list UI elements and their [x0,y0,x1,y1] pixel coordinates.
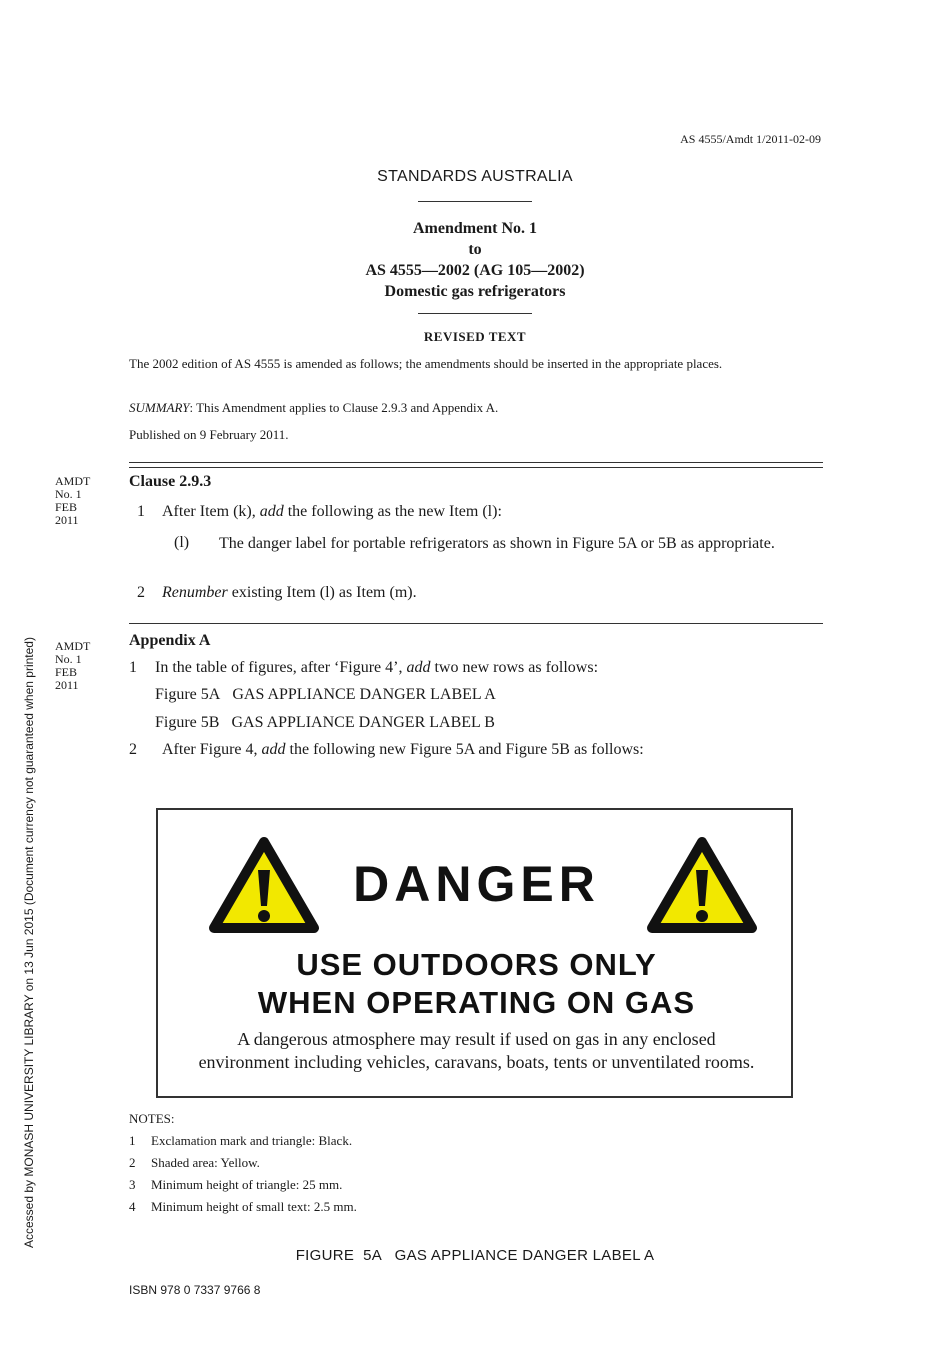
item-verb: Renumber [162,584,228,601]
note-item [129,1196,357,1218]
amendment-margin-mark [55,640,90,692]
summary-text: : This Amendment applies to Clause 2.9.3 and Appendix A. [189,400,499,415]
section-double-rule [129,462,823,468]
clause-heading: Clause 2.9.3 [129,473,212,490]
danger-heading: DANGER [353,856,600,912]
item-number: 2 [137,584,145,601]
clause-item-2 [137,584,827,602]
standard-title: Domestic gas refrigerators [384,283,566,300]
figure-row-number: Figure 5B [155,714,220,731]
note-text: Minimum height of triangle: 25 mm. [151,1177,343,1192]
clause-item-1 [137,503,827,521]
summary-label: SUMMARY [129,400,190,415]
amdt-mark-line: AMDT [55,474,91,488]
figure-row-title: GAS APPLIANCE DANGER LABEL A [232,686,496,703]
note-text: Exclamation mark and triangle: Black. [151,1133,353,1148]
organisation-name: STANDARDS AUSTRALIA [377,168,573,185]
appendix-heading: Appendix A [129,632,211,649]
note-text: Shaded area: Yellow. [151,1155,260,1170]
item-text: In the table of figures, after ‘Figure 4’, [155,659,407,676]
summary-line [129,399,821,416]
item-text: the following new Figure 5A and Figure 5B as follows: [285,741,644,758]
item-verb: add [259,503,284,520]
figure-row-number: Figure 5A [155,686,221,703]
section-rule [129,623,823,624]
subitem-label: (l) [174,534,190,551]
document-reference: AS 4555/Amdt 1/2011-02-09 [680,132,821,146]
note-item [129,1174,357,1196]
item-number: 1 [137,503,145,520]
amendment-to: to [468,241,482,258]
item-text: After Figure 4, [162,741,262,758]
title-rule-bottom [418,313,532,314]
danger-label-figure [156,808,793,1098]
note-item [129,1152,357,1174]
warning-small-text [158,1028,795,1074]
notes-heading: NOTES: [129,1111,175,1126]
item-number: 1 [129,659,137,676]
amdt-mark-line: FEB [55,665,78,679]
warning-triangle-icon [646,836,758,936]
published-date: Published on 9 February 2011. [129,427,289,442]
amdt-mark-line: No. 1 [55,487,82,501]
appendix-item-2 [129,741,819,759]
warning-main-text [158,946,795,1022]
access-notice: Accessed by MONASH UNIVERSITY LIBRARY on 13 Jun 2015 (Document currency not guaranteed when printed) [22,637,36,1248]
amdt-mark-line: FEB [55,500,78,514]
item-text: the following as the new Item (l): [283,503,502,520]
item-verb: add [406,659,431,676]
figure-row [155,686,496,704]
item-verb: add [261,741,286,758]
item-text: After Item (k), [162,503,260,520]
note-number: 3 [129,1177,136,1192]
revised-text-heading: REVISED TEXT [423,329,527,344]
item-text: existing Item (l) as Item (m). [227,584,417,601]
amdt-mark-line: AMDT [55,639,91,653]
note-item [129,1130,357,1152]
amendment-title [0,218,950,302]
note-number: 2 [129,1155,136,1170]
note-number: 1 [129,1133,136,1148]
isbn: ISBN 978 0 7337 9766 8 [129,1283,261,1297]
amdt-mark-line: No. 1 [55,652,82,666]
notes-list [129,1108,357,1218]
standard-number: AS 4555—2002 (AG 105—2002) [365,262,585,279]
warning-small-line: environment including vehicles, caravans, boats, tents or unventilated rooms. [198,1052,755,1072]
title-rule-top [418,201,532,202]
appendix-item-1 [129,659,819,677]
warning-line: USE OUTDOORS ONLY [296,947,657,982]
subitem-text: The danger label for portable refrigerators as shown in Figure 5A or 5B as appropriate. [219,535,775,552]
figure-row-title: GAS APPLIANCE DANGER LABEL B [231,714,495,731]
warning-line: WHEN OPERATING ON GAS [257,985,696,1020]
amdt-mark-line: 2011 [55,678,79,692]
amendment-margin-mark [55,475,90,527]
intro-paragraph: The 2002 edition of AS 4555 is amended as follows; the amendments should be inserted in the appropriate places. [129,356,723,371]
figure-caption: FIGURE 5A GAS APPLIANCE DANGER LABEL A [295,1247,655,1264]
note-number: 4 [129,1199,136,1214]
figure-row [155,714,495,732]
amendment-number: Amendment No. 1 [413,220,537,237]
item-text: two new rows as follows: [430,659,599,676]
amdt-mark-line: 2011 [55,513,79,527]
note-text: Minimum height of small text: 2.5 mm. [151,1199,357,1214]
warning-small-line: A dangerous atmosphere may result if used on gas in any enclosed [237,1029,716,1049]
item-number: 2 [129,741,137,758]
